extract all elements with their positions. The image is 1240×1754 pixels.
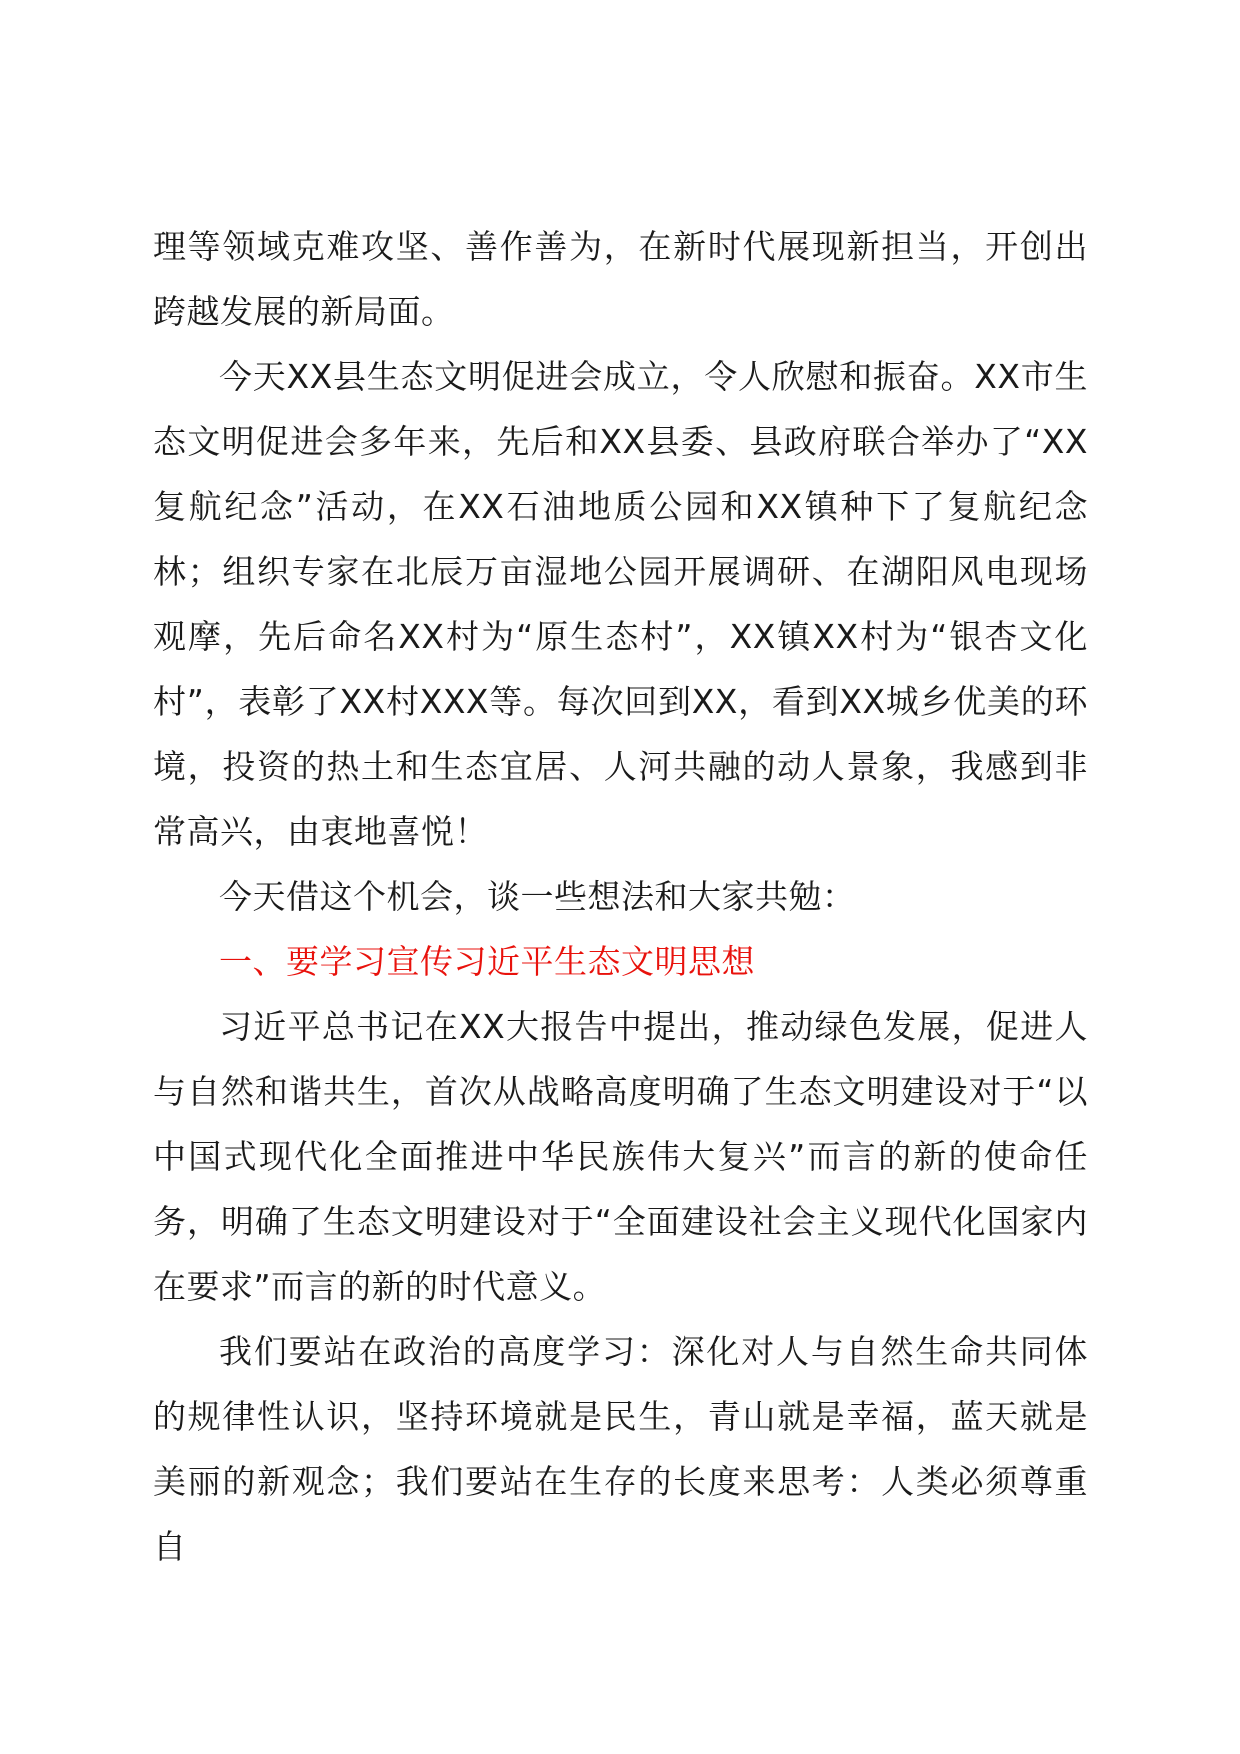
paragraph-study: 我们要站在政治的高度学习：深化对人与自然生命共同体的规律性认识，坚持环境就是民生，青山就是幸福，蓝天就是美丽的新观念；我们要站在生存的长度来思考：人类必须尊重自 bbox=[153, 1332, 1088, 1566]
document-body bbox=[153, 214, 1088, 1579]
paragraph-intro: 今天借这个机会，谈一些想法和大家共勉： bbox=[219, 877, 856, 916]
paragraph-promotion-association: 今天XX县生态文明促进会成立，令人欣慰和振奋。XX市生态文明促进会多年来，先后和XX县委、县政府联合举办了“XX复航纪念”活动，在XX石油地质公园和XX镇种下了复航纪念林；组织专家在北辰万亩湿地公园开展调研、在湖阳风电现场观摩，先后命名XX村为“原生态村”，XX镇XX村为“银杏文化村”，表彰了XX村XXX等。每次回到XX，看到XX城乡优美的环境，投资的热土和生态宜居、人河共融的动人景象，我感到非常高兴，由衷地喜悦！ bbox=[153, 357, 1088, 851]
paragraph-continued: 理等领域克难攻坚、善作善为，在新时代展现新担当，开创出跨越发展的新局面。 bbox=[153, 227, 1088, 331]
section-heading: 一、要学习宣传习近平生态文明思想 bbox=[219, 942, 755, 981]
paragraph-report: 习近平总书记在XX大报告中提出，推动绿色发展，促进人与自然和谐共生，首次从战略高度明确了生态文明建设对于“以中国式现代化全面推进中华民族伟大复兴”而言的新的使命任务，明确了生态文明建设对于“全面建设社会主义现代化国家内在要求”而言的新的时代意义。 bbox=[153, 1007, 1088, 1306]
